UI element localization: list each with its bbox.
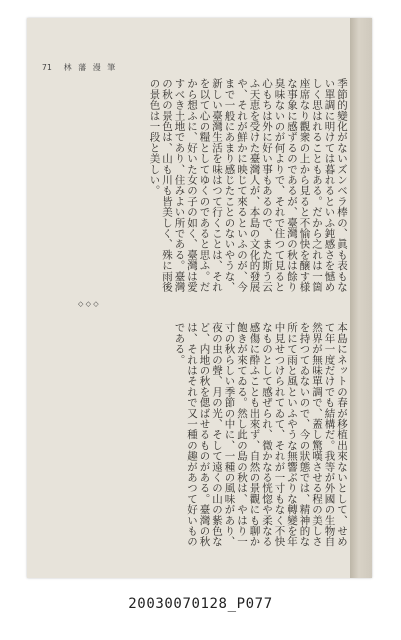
book-spine-edge <box>350 18 372 578</box>
running-header <box>42 61 117 73</box>
page-number: 71 <box>42 62 52 72</box>
upper-text-block: 季節的變化がないズンベラ棒の、眞も表もない單調に明けては暮れるといふ鈍感さを憾めしく思はれることもある。だから之れは一箇座席なり觀衆の上から見ると不愉快を醸す様な事象に感ずるのであるが、臺灣の秋は餘り臭味ないのが何よりで、それで住つて見ると心もちは外に好い事もあるので、また斯う云ふ天恵を受けた臺灣人が、本島の文化的發展や、それが鮮かに映じて來るといふのが、今まで一般にあまり感じたことのないやうな、新しい臺灣生活を味はつて行くことは、それを以て心の糧としてゆくのであると思ふ。だから想ふに、好いた女の子の如く、臺灣は愛すべき土地であり、住みよい所である。臺灣の秋の景色は、山も川も皆美しく、殊に雨後の景色は一段と美しい。 <box>148 78 348 292</box>
section-ornament: ◇ ◇ ◇ <box>78 300 99 308</box>
running-title: 林 藩 漫 筆 <box>63 62 118 72</box>
lower-text-block: 本島にネットの春が移植出來ないとして、せめて年一度だけでも結構だ。我等が外國の生物自然界が無味單調で、蓋し驚嘆させる程の美しさを持つてゐないので、今の狀態では、精神的な所にて雨と風といふやうな無響ぶりな轉變を年中見せつけられてゐて、それが一寸もなく不快なものとして感ぜられ、微かなる恍惚や柔なる感傷に酔ふことも出來ず、自然の景觀にも聊か飽きが來てゐる。然し此の島の秋は、やはり一寸の秋らしい季節の中に、一種の風味があり、夜の虫の聲、月の光、そして遠くの山の紫色など、内地の秋を偲ばせるものがある。臺灣の秋は、それはそれで又一種の趣があつて好いものである。 <box>173 322 348 547</box>
catalog-id-caption: 20030070128_P077 <box>128 596 273 612</box>
